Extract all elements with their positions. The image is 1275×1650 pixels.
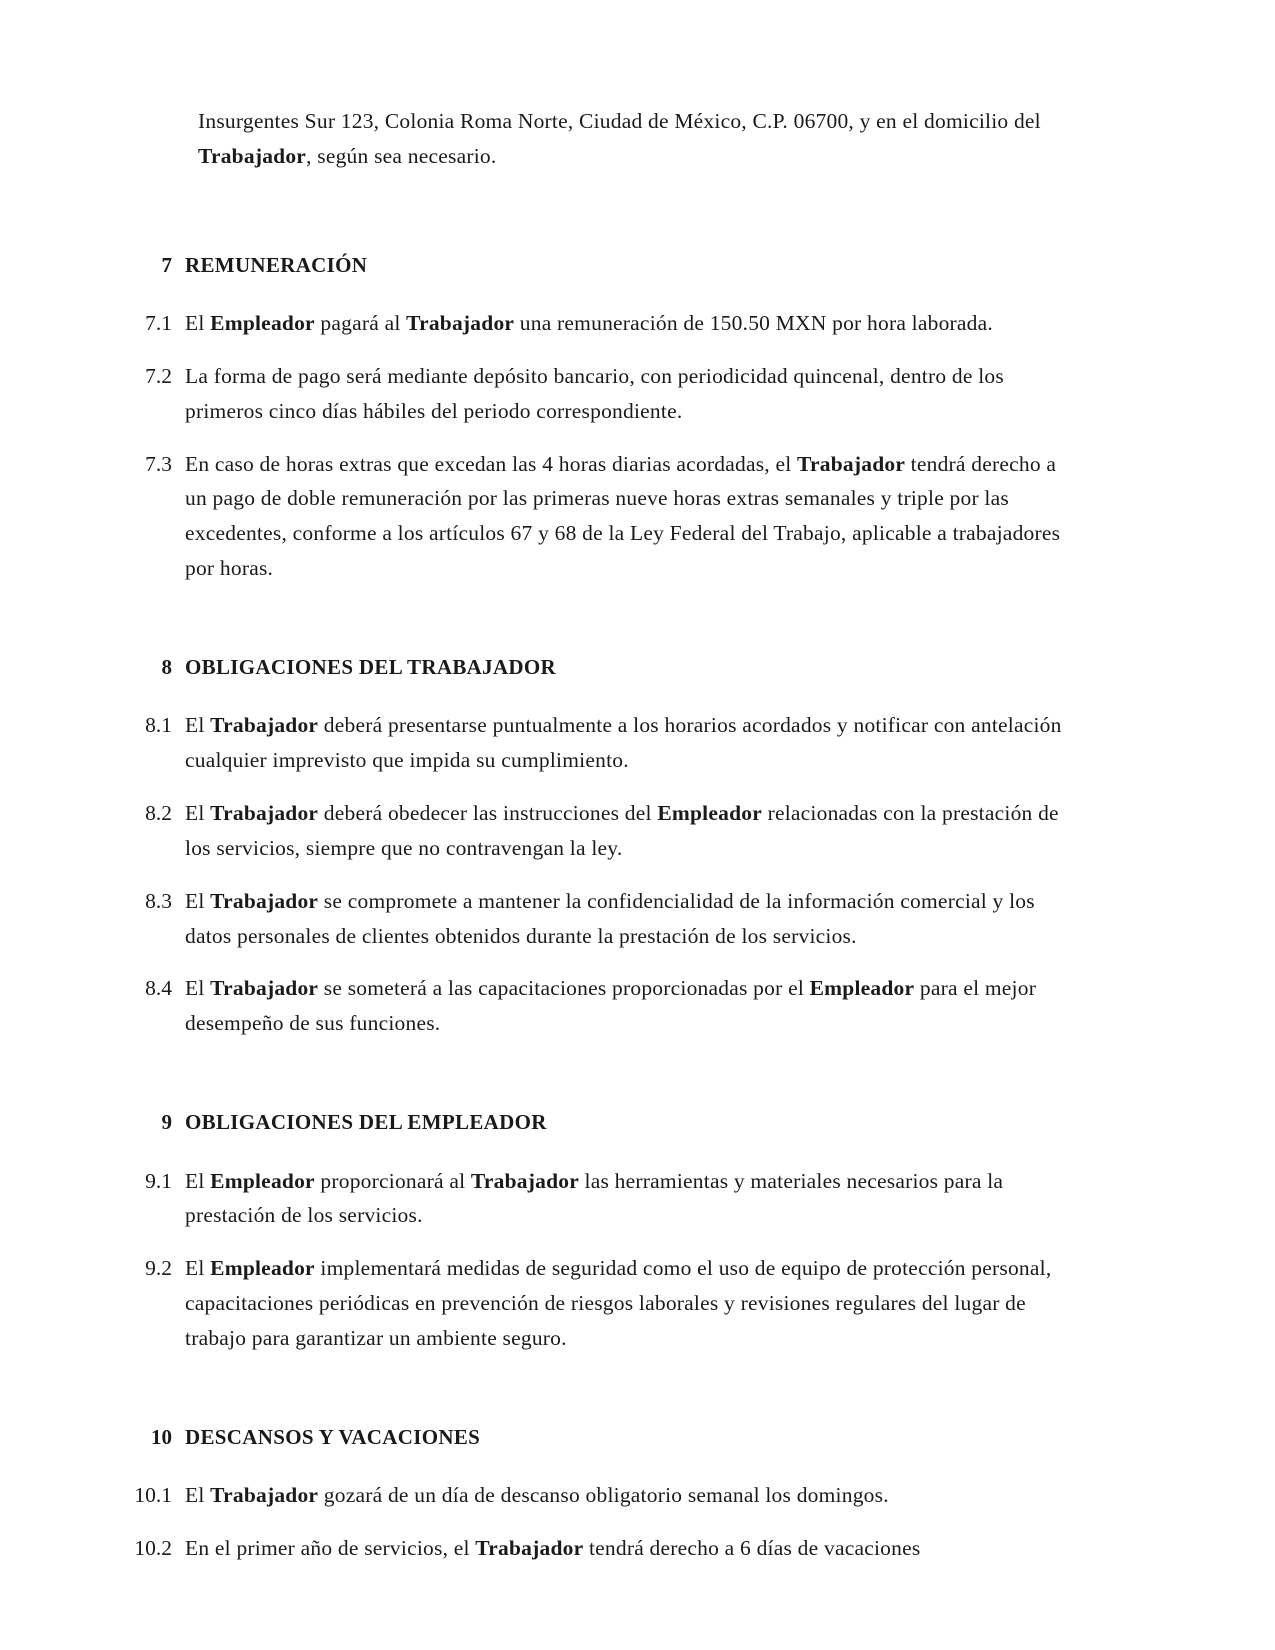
clause-text [185, 1251, 1080, 1355]
clause-text-segment: El [185, 1168, 211, 1193]
clause-text-segment: El [185, 801, 211, 826]
spacer-after-heading [133, 281, 1080, 306]
clause-bold-term: Trabajador [210, 888, 319, 913]
spacer-between-sections [133, 1041, 1080, 1107]
section-number: 7 [161, 252, 172, 277]
clause-text-segment: La forma de pago será mediante depósito bancario, con periodicidad quincenal, dentro de los primeros cinco días hábiles del periodo correspondiente. [185, 363, 1004, 423]
clause-row [133, 971, 1080, 1041]
clause-row [133, 359, 1080, 429]
clause-bold-term: Trabajador [210, 713, 319, 738]
clause-text-segment: El [185, 713, 211, 738]
section-number: 8 [161, 654, 172, 679]
spacer-between-sections [133, 1356, 1080, 1422]
section-number: 9 [161, 1110, 172, 1135]
spacer-between-clauses [133, 1513, 1080, 1531]
clause-text-segment: El [185, 976, 211, 1001]
section-title: OBLIGACIONES DEL TRABAJADOR [185, 654, 557, 679]
clause-bold-term: Empleador [210, 1168, 315, 1193]
section-heading [133, 652, 1080, 684]
clause-row [133, 447, 1080, 586]
clause-row [133, 708, 1080, 778]
spacer-between-clauses [133, 778, 1080, 796]
clause-text [185, 1164, 1080, 1234]
clause-text [185, 971, 1080, 1041]
clause-text-segment: para el mejor desempeño de sus funciones. [185, 976, 1037, 1036]
clause-text-segment: En caso de horas extras que excedan las 4 horas diarias acordadas, el [185, 451, 798, 476]
clause-text-segment: se compromete a mantener la confidencialidad de la información comercial y los datos personales de clientes obtenidos durante la prestación de los servicios. [185, 888, 1035, 948]
clause-number: 7.1 [145, 311, 172, 336]
section-title: REMUNERACIÓN [185, 252, 368, 277]
clause-bold-term: Trabajador [406, 311, 515, 336]
clause-text [185, 1531, 1080, 1566]
clause-text [185, 796, 1080, 866]
spacer-between-clauses [133, 1233, 1080, 1251]
clause-bold-term: Trabajador [475, 1536, 584, 1561]
clause-text [185, 884, 1080, 954]
clause-text-segment: se someterá a las capacitaciones proporcionadas por el [318, 976, 810, 1001]
clause-number: 8.2 [145, 801, 172, 826]
clause-number: 10.2 [134, 1536, 172, 1561]
section-number: 10 [151, 1424, 172, 1449]
clause-row [133, 1164, 1080, 1234]
clause-row [133, 884, 1080, 954]
clause-bold-term: Empleador [210, 1256, 315, 1281]
clause-row [133, 1251, 1080, 1355]
spacer-after-heading [133, 1453, 1080, 1478]
spacer-after-intro [133, 174, 1080, 250]
document-content [133, 104, 1080, 1566]
clause-number: 9.2 [145, 1256, 172, 1281]
clause-text-segment: proporcionará al [314, 1168, 471, 1193]
clause-text-segment: tendrá derecho a un pago de doble remuneración por las primeras nueve horas extras semanales y triple por las excedentes, conforme a los artículos 67 y 68 de la Ley Federal del Trabajo, aplicable a trabajadores por horas. [185, 451, 1061, 581]
clause-text-segment: pagará al [314, 311, 407, 336]
spacer-between-clauses [133, 429, 1080, 447]
clause-number: 10.1 [134, 1483, 172, 1508]
clause-number: 9.1 [145, 1168, 172, 1193]
clause-bold-term: Trabajador [470, 1168, 579, 1193]
section-heading [133, 1422, 1080, 1454]
clause-bold-term: Trabajador [210, 976, 319, 1001]
spacer-between-clauses [133, 866, 1080, 884]
clause-bold-term: Empleador [657, 801, 762, 826]
section-heading [133, 1107, 1080, 1139]
clause-text-segment: gozará de un día de descanso obligatorio semanal los domingos. [318, 1483, 889, 1508]
clause-number: 8.4 [145, 976, 172, 1001]
clause-text-segment: relacionadas con la prestación de los servicios, siempre que no contravengan la ley. [185, 801, 1059, 860]
clause-text-segment: las herramientas y materiales necesarios para la prestación de los servicios. [185, 1168, 1004, 1228]
clause-text-segment: El [185, 888, 211, 913]
clause-number: 8.1 [145, 713, 172, 738]
clause-row [133, 306, 1080, 341]
intro-text-after: , según sea necesario. [306, 143, 497, 168]
spacer-between-clauses [133, 341, 1080, 359]
spacer-between-sections [133, 586, 1080, 652]
sections-container [133, 250, 1080, 1566]
clause-text-segment: deberá obedecer las instrucciones del [318, 801, 658, 826]
clause-text-segment: implementará medidas de seguridad como el uso de equipo de protección personal, capacitaciones periódicas en prevención de riesgos laborales y revisiones regulares del lugar de trabajo para garantizar un ambiente seguro. [185, 1256, 1052, 1350]
clause-text-segment: una remuneración de 150.50 MXN por hora laborada. [514, 311, 993, 336]
intro-bold-term: Trabajador [198, 143, 307, 168]
clause-text [185, 306, 1080, 341]
clause-text [185, 447, 1080, 586]
section-title: OBLIGACIONES DEL EMPLEADOR [185, 1110, 547, 1135]
clause-text-segment: En el primer año de servicios, el [185, 1536, 476, 1561]
clause-text-segment: El [185, 1256, 211, 1281]
spacer-after-heading [133, 1139, 1080, 1164]
clause-text [185, 1478, 1080, 1513]
clause-bold-term: Empleador [809, 976, 915, 1001]
clause-text-segment: tendrá derecho a 6 días de vacaciones [583, 1536, 921, 1561]
spacer-between-clauses [133, 953, 1080, 971]
section-title: DESCANSOS Y VACACIONES [185, 1424, 481, 1449]
clause-bold-term: Empleador [210, 311, 315, 336]
intro-paragraph [198, 104, 1080, 174]
intro-text-before: Insurgentes Sur 123, Colonia Roma Norte, Ciudad de México, C.P. 06700, y en el domicilio del [198, 109, 1041, 133]
clause-text-segment: El [185, 311, 211, 336]
clause-row [133, 796, 1080, 866]
clause-text [185, 708, 1080, 778]
clause-number: 7.2 [145, 363, 172, 388]
clause-number: 8.3 [145, 888, 172, 913]
clause-bold-term: Trabajador [797, 451, 906, 476]
spacer-after-heading [133, 683, 1080, 708]
clause-text-segment: El [185, 1483, 211, 1508]
clause-row [133, 1478, 1080, 1513]
clause-number: 7.3 [145, 451, 172, 476]
clause-bold-term: Trabajador [210, 1483, 319, 1508]
clause-row [133, 1531, 1080, 1566]
section-heading [133, 250, 1080, 282]
clause-text-segment: deberá presentarse puntualmente a los horarios acordados y notificar con antelación cualquier imprevisto que impida su cumplimiento. [185, 713, 1062, 773]
clause-text [185, 359, 1080, 429]
clause-bold-term: Trabajador [210, 801, 319, 826]
